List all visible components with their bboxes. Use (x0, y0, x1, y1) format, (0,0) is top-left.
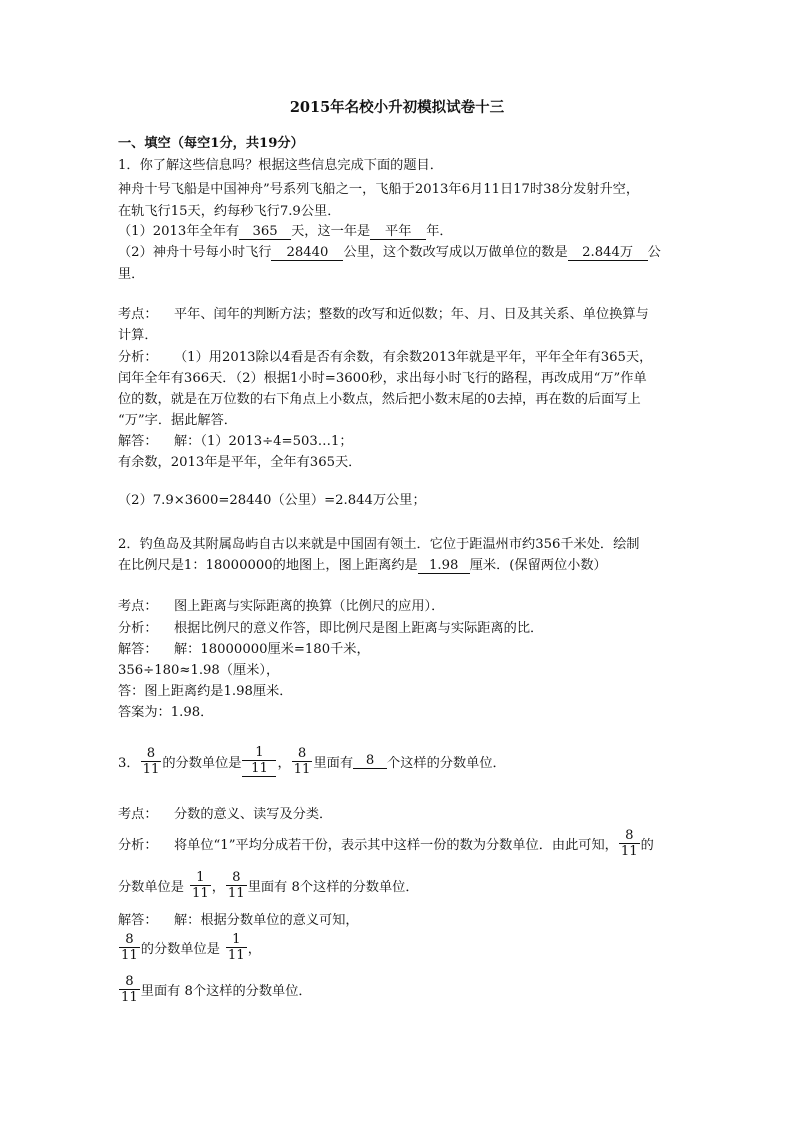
q3-text-2: ， (277, 755, 291, 771)
q2-kaodian-text: 图上距离与实际距离的换算（比例尺的应用）． (174, 599, 445, 614)
q1-answer-km: 28440 (271, 245, 343, 261)
fenxi-label: 分析： (118, 838, 158, 853)
fraction-denominator: 11 (227, 886, 245, 901)
fraction-denominator: 11 (142, 761, 160, 777)
q2-jieda-4: 答案为：1.98． (118, 705, 214, 720)
q3-answer-count: 8 (353, 753, 387, 769)
q3-fenxi-2-b: ， (211, 880, 225, 895)
q3-jieda-3 (118, 974, 312, 1005)
q1-line-1: 1．你了解这些信息吗？根据这些信息完成下面的题目． (118, 158, 443, 173)
q3-fenxi-end: 的 (640, 838, 654, 853)
q1-fenxi-text: （1）用2013除以4看是否有余数，有余数2013年就是平年，平年全年有365天， (174, 350, 653, 365)
jieda-label: 解答： (118, 434, 158, 449)
fenxi-label: 分析： (118, 350, 158, 365)
q2-line-1: 2．钓鱼岛及其附属岛屿自古以来就是中国固有领土．它位于距温州市约356千米处．绘制 (118, 537, 640, 552)
kaodian-label: 考点： (118, 307, 158, 322)
q2-jieda-3: 答：图上距离约是1.98厘米． (118, 684, 293, 699)
fraction-numerator: 1 (242, 745, 276, 761)
q3-fenxi (118, 828, 654, 859)
fraction-numerator: 8 (619, 828, 640, 844)
q3-jieda (118, 912, 359, 930)
q1-kaodian-2: 计算． (118, 328, 158, 343)
q2-line-2-text-c: 厘米．(保留两位小数） (469, 558, 607, 573)
q3-kaodian (118, 806, 332, 824)
q2-jieda-2: 356÷180≈1.98（厘米）， (118, 663, 280, 678)
fraction-8-11 (226, 870, 247, 901)
q1-part-2-text-a: （2）神舟十号每小时飞行 (118, 245, 272, 260)
q3-question (118, 745, 506, 777)
q1-kaodian (118, 306, 649, 324)
q1-part-1-text-c: 天，这一年是 (291, 224, 371, 239)
fraction-numerator: 8 (119, 974, 140, 990)
q1-jieda-2: 有余数，2013年是平年，全年有365天． (118, 455, 362, 470)
q1-fenxi-3: 位的数，就是在万位数的右下角点上小数点，然后把小数末尾的0去掉，再在数的后面写上 (118, 392, 641, 407)
fraction-numerator: 8 (292, 746, 313, 762)
q2-line-2-text-a: 在比例尺是1：18000000的地图上，图上距离约是 (118, 558, 418, 573)
jieda-label: 解答： (118, 913, 158, 928)
q1-jieda (118, 433, 353, 451)
q1-kaodian-text: 平年、闰年的判断方法；整数的改写和近似数；年、月、日及其关系、单位换算与 (174, 307, 649, 322)
q3-fenxi-2-a: 分数单位是 (118, 880, 184, 895)
fraction-8-11 (141, 746, 162, 777)
fraction-numerator: 1 (226, 932, 247, 948)
q2-answer-cm: 1.98 (418, 558, 470, 574)
q1-jieda-3: （2）7.9×3600=28440（公里）=2.844万公里； (118, 493, 426, 508)
q1-line-3: 在轨飞行15天，约每秒飞行7.9公里． (118, 204, 341, 219)
q1-part-2 (118, 244, 661, 262)
q1-answer-days: 365 (239, 224, 291, 240)
fenxi-label: 分析： (118, 621, 158, 636)
fraction-denominator: 11 (293, 761, 311, 777)
fraction-denominator: 11 (191, 886, 209, 901)
q1-part-2-text-c: 公里，这个数改写成以万做单位的数是 (343, 245, 568, 260)
q1-answer-wan: 2.844万 (568, 245, 648, 261)
fraction-8-11 (119, 974, 140, 1005)
q3-text-1: 的分数单位是 (162, 755, 242, 771)
kaodian-label: 考点： (118, 599, 158, 614)
q2-line-2 (118, 557, 607, 575)
q1-fenxi-4: “万”字．据此解答． (118, 413, 237, 428)
kaodian-label: 考点： (118, 807, 158, 822)
q3-answer-unit (242, 745, 276, 777)
fraction-denominator: 11 (251, 761, 268, 776)
fraction-denominator: 11 (121, 948, 138, 963)
q2-kaodian (118, 598, 444, 616)
q3-jieda-text: 解：根据分数单位的意义可知， (174, 913, 359, 928)
fraction-8-11 (119, 932, 140, 963)
q1-part-1-text-d: 年． (426, 224, 453, 239)
q3-jieda-2-b: ， (247, 942, 261, 957)
q1-answer-year-type: 平年 (370, 224, 426, 240)
fraction-numerator: 8 (119, 932, 140, 948)
fraction-1-11 (190, 870, 211, 901)
q3-number: 3． (118, 755, 140, 771)
fraction-8-11 (619, 828, 640, 859)
q1-fenxi (118, 349, 652, 367)
page-title: 2015年名校小升初模拟试卷十三 (289, 99, 505, 116)
q3-fenxi-text: 将单位“1”平均分成若干份，表示其中这样一份的数为分数单位．由此可知， (174, 838, 618, 853)
q1-part-2-text-d: 公 (647, 245, 661, 260)
q1-fenxi-2: 闰年全年有366天．（2）根据1小时=3600秒，求出每小时飞行的路程，再改成用“万”作单 (118, 371, 647, 386)
fraction-numerator: 1 (190, 870, 211, 886)
fraction-denominator: 11 (121, 990, 138, 1005)
section-heading: 一、填空（每空1分，共19分） (118, 136, 304, 151)
fraction-numerator: 8 (226, 870, 247, 886)
fraction-numerator: 8 (141, 746, 162, 762)
fraction-denominator: 11 (227, 948, 245, 963)
q2-fenxi (118, 620, 543, 638)
q3-kaodian-text: 分数的意义、读写及分类． (174, 807, 333, 822)
q3-text-4: 个这样的分数单位． (387, 755, 506, 771)
q3-jieda-2 (118, 932, 261, 963)
q2-jieda (118, 641, 370, 659)
q2-fenxi-text: 根据比例尺的意义作答，即比例尺是图上距离与实际距离的比． (174, 621, 544, 636)
fraction-1-11 (226, 932, 247, 963)
q2-jieda-text: 解：18000000厘米=180千米， (174, 642, 370, 657)
q3-jieda-2-a: 的分数单位是 (140, 942, 220, 957)
q3-jieda-3-text: 里面有 8个这样的分数单位． (140, 984, 312, 999)
fraction-8-11 (292, 746, 313, 777)
fraction-denominator: 11 (620, 844, 638, 859)
q3-fenxi-2 (118, 870, 419, 901)
q3-text-3: 里面有 (313, 755, 354, 771)
jieda-label: 解答： (118, 642, 158, 657)
q1-part-1 (118, 223, 453, 241)
q1-jieda-text: 解：（1）2013÷4=503…1； (174, 434, 353, 449)
q1-part-1-text-a: （1）2013年全年有 (118, 224, 240, 239)
q1-part-2-end: 里． (118, 267, 145, 282)
q1-line-2: 神舟十号飞船是中国神舟”号系列飞船之一，飞船于2013年6月11日17时38分发射升空， (118, 182, 640, 197)
q3-fenxi-2-c: 里面有 8个这样的分数单位． (247, 880, 419, 895)
